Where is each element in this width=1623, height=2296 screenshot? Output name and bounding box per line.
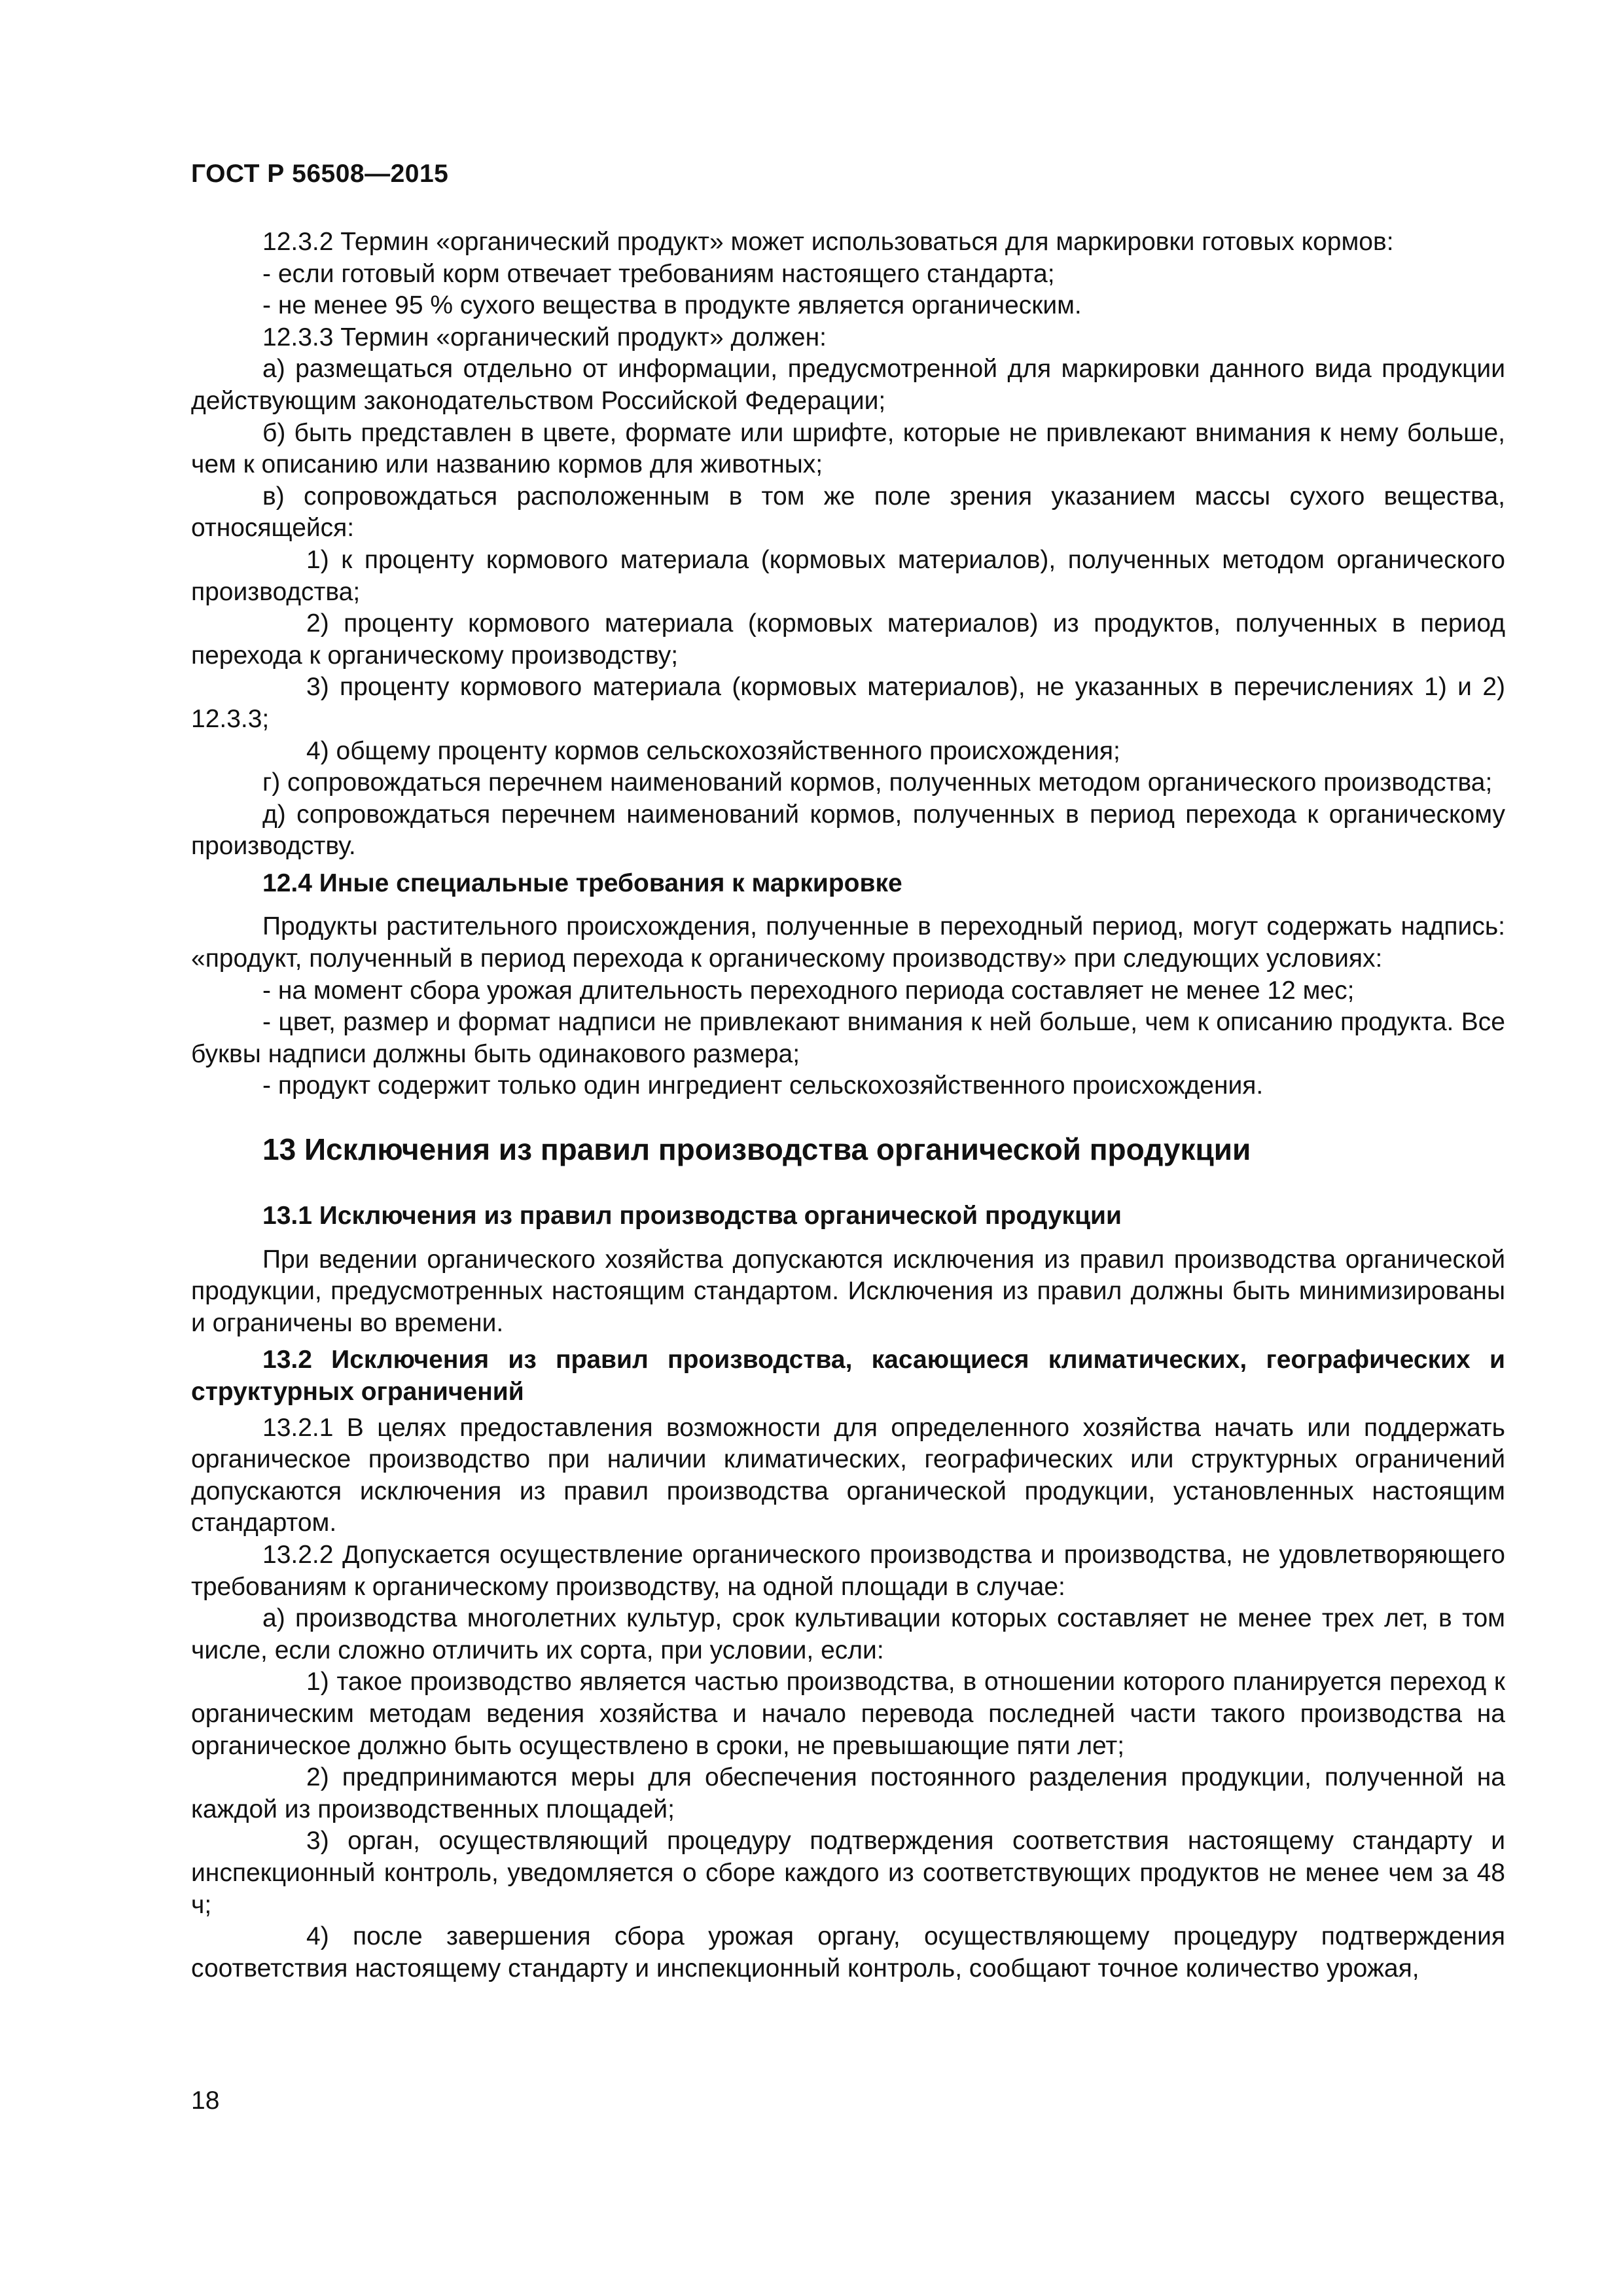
list-item: - цвет, размер и формат надписи не привлекают внимания к ней больше, чем к описанию продукта. Все буквы надписи должны быть одинакового размера; xyxy=(191,1008,1505,1068)
paragraph-12-3-3: 12.3.3 Термин «органический продукт» должен: xyxy=(262,323,827,351)
sub-list-item: 3) проценту кормового материала (кормовых материалов), не указанных в перечислениях 1) и 2) 12.3.3; xyxy=(191,673,1505,733)
list-item: - на момент сбора урожая длительность переходного периода составляет не менее 12 мес; xyxy=(262,976,1355,1005)
section-heading-13: 13 Исключения из правил производства органической продукции xyxy=(262,1132,1251,1167)
paragraph-13-2-1: 13.2.1 В целях предоставления возможности для определенного хозяйства начать или поддержать органическое производство при наличии климатических, географических или структурных ограничений допускаются исключения из правил производства органической продукции, установленных настоящим стандартом. xyxy=(191,1413,1505,1537)
list-item: а) размещаться отдельно от информации, предусмотренной для маркировки данного вида продукции действующим законодательством Российской Федерации; xyxy=(191,355,1505,415)
document-header: ГОСТ Р 56508—2015 xyxy=(191,160,449,188)
sub-list-item: 3) орган, осуществляющий процедуру подтверждения соответствия настоящему стандарту и инспекционный контроль, уведомляется о сборе каждого из соответствующих продуктов не менее чем за 48 ч; xyxy=(191,1827,1505,1919)
sub-list-item: 4) после завершения сбора урожая органу, осуществляющему процедуру подтверждения соответствия настоящему стандарту и инспекционный контроль, сообщают точное количество урожая, xyxy=(191,1922,1505,1982)
sub-list-item: 1) такое производство является частью производства, в отношении которого планируется переход к органическим методам ведения хозяйства и начало перевода последней части такого производства на органическое должно быть осуществлено в сроки, не превышающие пяти лет; xyxy=(191,1668,1505,1760)
list-item: г) сопровождаться перечнем наименований кормов, полученных методом органического производства; xyxy=(262,768,1493,797)
list-item: - не менее 95 % сухого вещества в продукте является органическим. xyxy=(262,291,1082,320)
page-number: 18 xyxy=(191,2087,220,2115)
document-body xyxy=(191,226,1505,1984)
subsection-heading-13-2: 13.2 Исключения из правил производства, касающиеся климатических, географических и структурных ограничений xyxy=(191,1346,1505,1406)
list-item: - если готовый корм отвечает требованиям настоящего стандарта; xyxy=(262,259,1055,288)
sub-list-item: 2) предпринимаются меры для обеспечения постоянного разделения продукции, полученной на каждой из производственных площадей; xyxy=(191,1763,1505,1823)
subsection-heading-12-4: 12.4 Иные специальные требования к маркировке xyxy=(262,869,902,897)
list-item: - продукт содержит только один ингредиент сельскохозяйственного происхождения. xyxy=(262,1071,1264,1100)
subsection-heading-13-1: 13.1 Исключения из правил производства органической продукции xyxy=(262,1202,1122,1230)
list-item: б) быть представлен в цвете, формате или шрифте, которые не привлекают внимания к нему больше, чем к описанию или названию кормов для животных; xyxy=(191,418,1505,479)
sub-list-item: 1) к проценту кормового материала (кормовых материалов), полученных методом органического производства; xyxy=(191,545,1505,606)
paragraph: При ведении органического хозяйства допускаются исключения из правил производства органической продукции, предусмотренных настоящим стандартом. Исключения из правил должны быть минимизированы и ограничены во времени. xyxy=(191,1245,1505,1337)
paragraph: Продукты растительного происхождения, полученные в переходный период, могут содержать надпись: «продукт, полученный в период перехода к органическому производству» при следующих условиях: xyxy=(191,912,1505,973)
sub-list-item: 4) общему проценту кормов сельскохозяйственного происхождения; xyxy=(306,736,1120,765)
list-item: д) сопровождаться перечнем наименований кормов, полученных в период перехода к органическому производству. xyxy=(191,800,1505,861)
paragraph-12-3-2: 12.3.2 Термин «органический продукт» может использоваться для маркировки готовых кормов: xyxy=(262,228,1394,256)
paragraph-13-2-2: 13.2.2 Допускается осуществление органического производства и производства, не удовлетворяющего требованиям к органическому производству, на одной площади в случае: xyxy=(191,1540,1505,1601)
list-item: а) производства многолетних культур, срок культивации которых составляет не менее трех лет, в том числе, если сложно отличить их сорта, при условии, если: xyxy=(191,1604,1505,1664)
list-item: в) сопровождаться расположенным в том же поле зрения указанием массы сухого вещества, относящейся: xyxy=(191,482,1505,543)
sub-list-item: 2) проценту кормового материала (кормовых материалов) из продуктов, полученных в период перехода к органическому производству; xyxy=(191,609,1505,670)
